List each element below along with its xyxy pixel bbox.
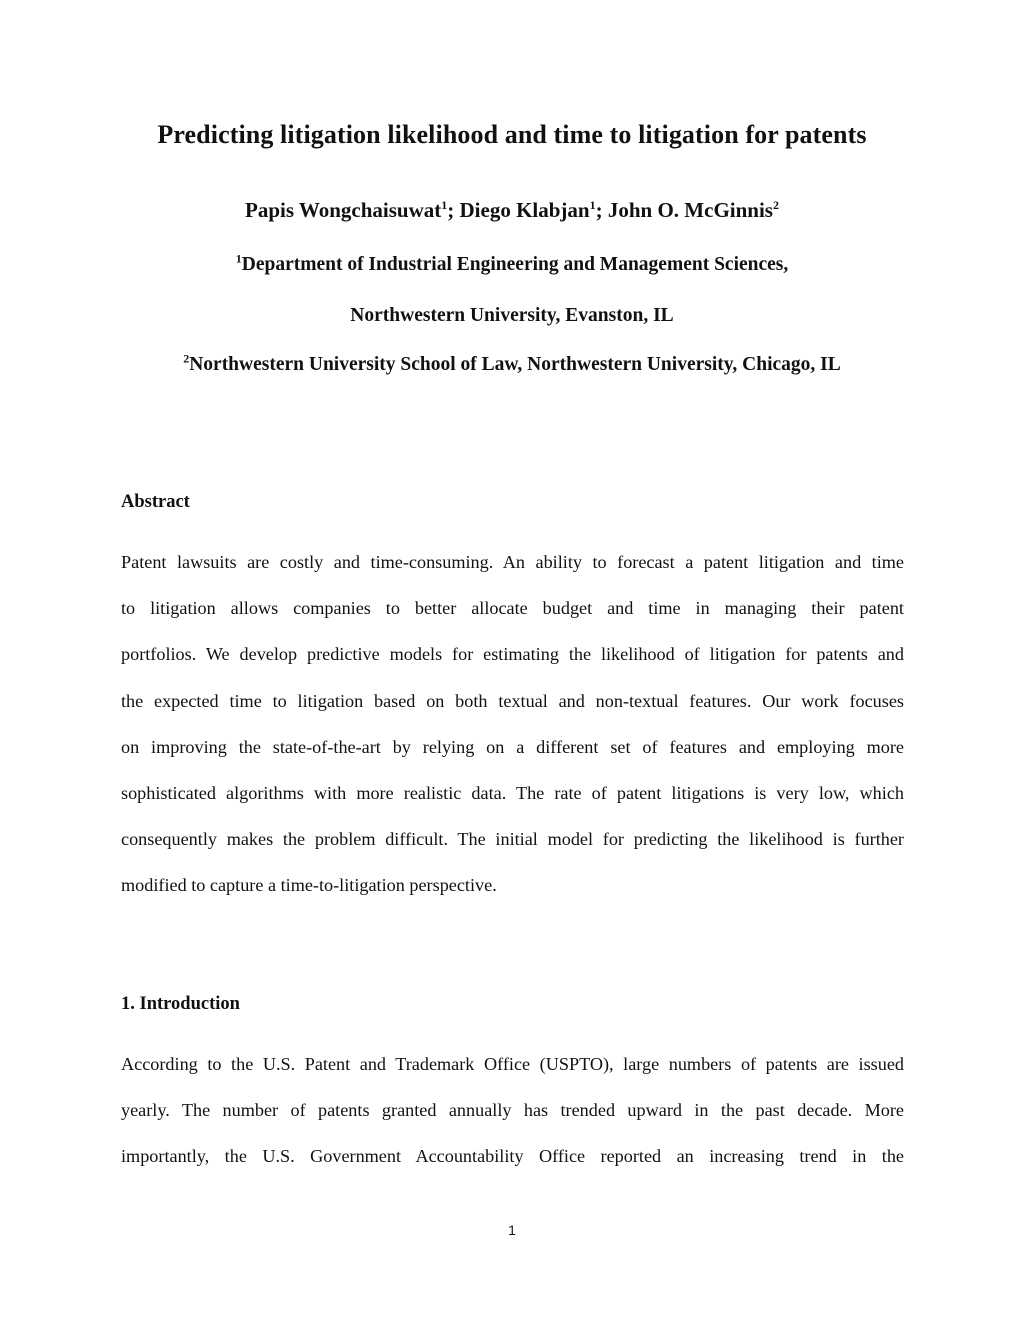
abstract-line: consequently makes the problem difficult. The initial model for predicting the likelihood is further xyxy=(121,829,904,850)
author-name: John O. McGinnis xyxy=(607,198,773,222)
abstract-line: Patent lawsuits are costly and time-consuming. An ability to forecast a patent litigation and time xyxy=(121,552,904,572)
author-affiliation-mark: 1 xyxy=(441,198,448,212)
introduction-line: importantly, the U.S. Government Accountability Office reported an increasing trend in the xyxy=(121,1146,904,1167)
page-number: 1 xyxy=(508,1222,516,1238)
abstract-line: the expected time to litigation based on both textual and non-textual features. Our work focuses xyxy=(121,690,904,711)
introduction-line: yearly. The number of patents granted annually has trended upward in the past decade. More xyxy=(121,1100,904,1121)
affiliation-mark: 1 xyxy=(235,251,242,266)
author-affiliation-mark: 1 xyxy=(589,198,596,212)
abstract-paragraph xyxy=(121,539,904,909)
author-name: Papis Wongchaisuwat xyxy=(245,198,442,222)
affiliation-1-line-2: Northwestern University, Evanston, IL xyxy=(350,305,674,326)
introduction-heading: 1. Introduction xyxy=(121,994,240,1014)
affiliation-2 xyxy=(0,351,1024,376)
abstract-line: sophisticated algorithms with more realistic data. The rate of patent litigations is very low, which xyxy=(121,782,904,803)
introduction-paragraph xyxy=(121,1041,904,1180)
abstract-line: to litigation allows companies to better allocate budget and time in managing their patent xyxy=(121,598,904,619)
author-affiliation-mark: 2 xyxy=(772,198,779,212)
abstract-line: on improving the state-of-the-art by relying on a different set of features and employing more xyxy=(121,736,904,757)
author-separator: ; xyxy=(447,198,460,222)
affiliation-2-line-1: Northwestern University School of Law, Northwestern University, Chicago, IL xyxy=(189,354,841,375)
introduction-line: According to the U.S. Patent and Trademark Office (USPTO), large numbers of patents are issued xyxy=(121,1054,904,1074)
author-list xyxy=(0,198,1024,223)
affiliation-1 xyxy=(0,251,1024,276)
abstract-line: portfolios. We develop predictive models for estimating the likelihood of litigation for patents and xyxy=(121,644,904,665)
author-separator: ; xyxy=(595,198,608,222)
abstract-line: modified to capture a time-to-litigation perspective. xyxy=(121,875,497,896)
author-name: Diego Klabjan xyxy=(459,198,590,222)
paper-title: Predicting litigation likelihood and time to litigation for patents xyxy=(157,120,867,149)
abstract-heading: Abstract xyxy=(121,492,190,512)
affiliation-mark: 2 xyxy=(183,351,190,366)
affiliation-1-line-1: Department of Industrial Engineering and Management Sciences, xyxy=(241,254,789,275)
